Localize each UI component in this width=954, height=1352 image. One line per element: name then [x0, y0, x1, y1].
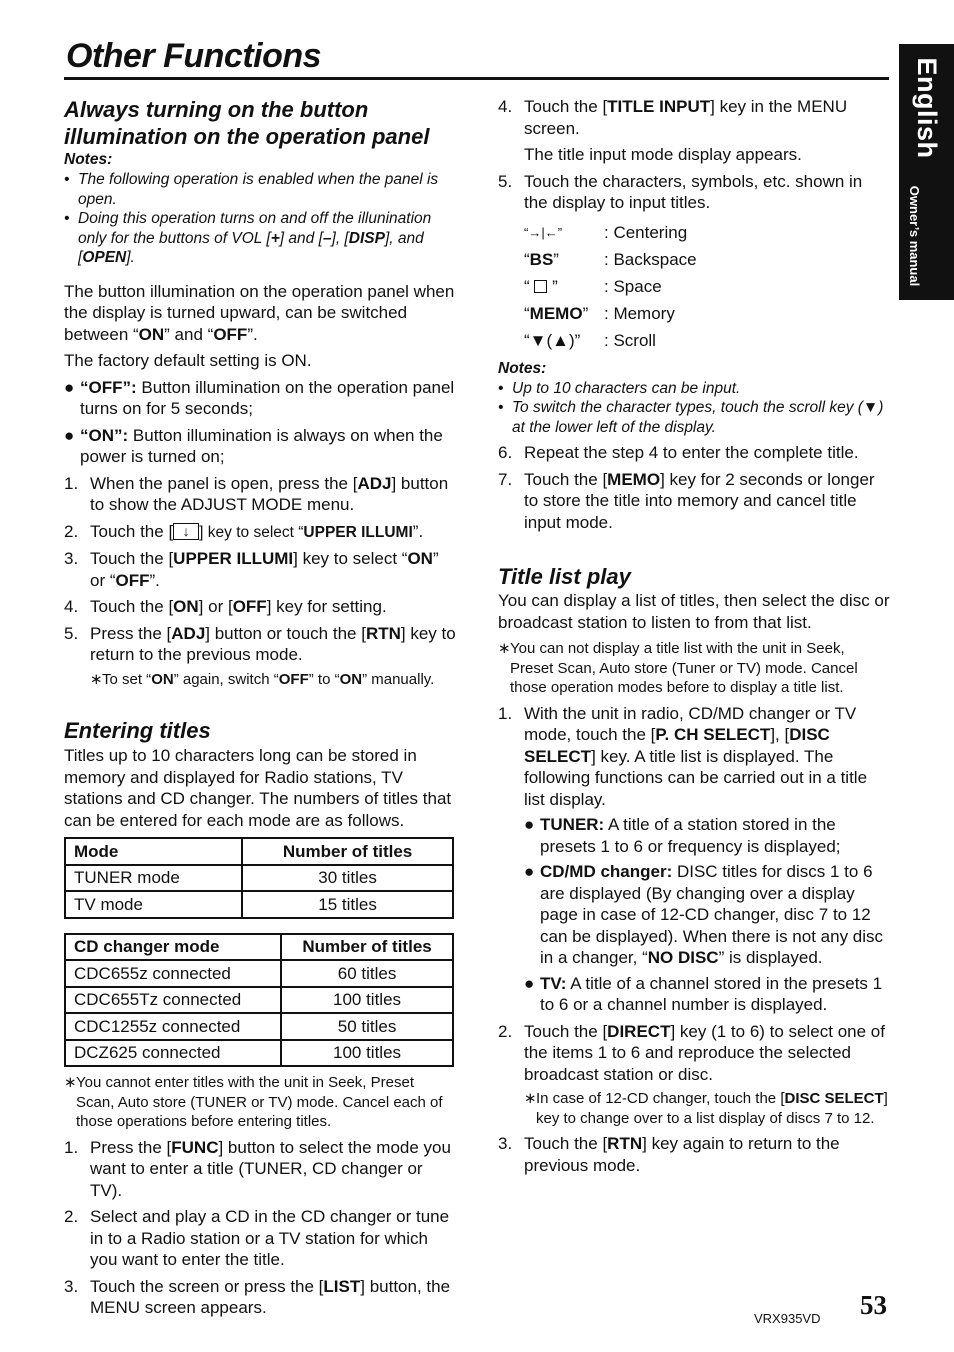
table-cell: 15 titles	[242, 891, 453, 918]
step-3: 3. Touch the [UPPER ILLUMI] key to select “ON” or “OFF”.	[64, 549, 439, 590]
bullet-off: ● “OFF”: Button illumination on the operation panel turns on for 5 seconds;	[64, 377, 455, 418]
step-2: 2. Select and play a CD in the CD changer or tune in to a Radio station or a TV station for which you want to enter the title.	[64, 1207, 450, 1269]
table-header-row	[65, 838, 453, 865]
centering-icon: “→|←”	[524, 225, 563, 241]
table-cell: CDC655z connected	[65, 960, 281, 987]
table-cell: CDC1255z connected	[65, 1013, 281, 1040]
step-1: 1. When the panel is open, press the [ADJ] button to show the ADJUST MODE menu.	[64, 473, 449, 514]
step-1: 1. With the unit in radio, CD/MD changer or TV mode, touch the [P. CH SELECT], [DISC SELECT] key. A title list is displayed. The following functions can be carried out in a title list display.	[498, 703, 868, 809]
cd-md-changer-function: ● CD/MD changer: DISC titles for discs 1 to 6 are displayed (By changing over a display page in case of 12-CD changer, disc 7 to 12 can be displayed). When there is not any disc in a changer, “NO DISC” is displayed.	[524, 862, 884, 967]
table-cell: DCZ625 connected	[65, 1040, 281, 1067]
section-title-entering-titles: Entering titles	[64, 718, 211, 743]
tv-function: ● TV: A title of a channel stored in the presets 1 to 6 or a channel number is displayed.	[524, 973, 883, 1014]
step-2: 2. Touch the [DIRECT] key (1 to 6) to select one of the items 1 to 6 and reproduce the selected broadcast station or disc.	[498, 1021, 885, 1084]
section-title-title-list-play: Title list play	[498, 564, 631, 589]
step-2: 2. Touch the [↓ ] key to select “UPPER ILLUMI”.	[64, 521, 456, 544]
table-cell: 30 titles	[242, 865, 453, 892]
step-3: 3. Touch the screen or press the [LIST] button, the MENU screen appears.	[64, 1276, 451, 1317]
step-5: 5. Press the [ADJ] button or touch the [RTN] key to return to the previous mode.	[64, 623, 456, 664]
step-note: ∗ To set “ON” again, switch “OFF” to “ON” manually.	[90, 670, 435, 688]
legend-row: “BS” : Backspace	[524, 250, 697, 270]
notes-heading: Notes:	[498, 359, 547, 377]
step-4: 4. Touch the [ON] or [OFF] key for setting.	[64, 597, 387, 616]
cd-changer-titles-table	[64, 933, 454, 1068]
tuner-function: ● TUNER: A title of a station stored in the presets 1 to 6 or frequency is displayed;	[524, 815, 841, 856]
language-tab-subtitle: Owner’s manual	[906, 185, 922, 287]
table-header: CD changer mode	[65, 934, 281, 961]
table-row	[65, 891, 453, 918]
mode-titles-table	[64, 837, 454, 919]
table-row	[65, 1013, 453, 1040]
down-key-icon	[173, 523, 199, 540]
step-5: 5. Touch the characters, symbols, etc. shown in the display to input titles.	[498, 171, 863, 212]
table-cell: 100 titles	[281, 1040, 453, 1067]
table-row	[65, 960, 453, 987]
table-cell: 50 titles	[281, 1013, 453, 1040]
paragraph: Titles up to 10 characters long can be stored in memory and displayed for Radio stations, TV stations and CD changer. The numbers of titles that can be entered for each mode are as follows.	[64, 746, 452, 830]
character-key-legend	[524, 220, 890, 355]
table-cell: TV mode	[65, 891, 242, 918]
paragraph: You can display a list of titles, then select the disc or broadcast station to listen to from that list.	[498, 591, 890, 632]
table-cell: TUNER mode	[65, 865, 242, 892]
legend-row: “→|←” : Centering	[524, 223, 688, 243]
step-4-result: The title input mode display appears.	[524, 145, 802, 164]
table-row	[65, 987, 453, 1014]
entering-titles-note: ∗ You cannot enter titles with the unit in Seek, Preset Scan, Auto store (TUNER or TV) mode. Cancel each of those operations before entering titles.	[64, 1074, 443, 1130]
paragraph: The factory default setting is ON.	[64, 351, 312, 370]
note-item: • The following operation is enabled when the panel is open.	[64, 171, 439, 208]
table-header: Number of titles	[281, 934, 453, 961]
step-3: 3. Touch the [RTN] key again to return to the previous mode.	[498, 1134, 840, 1175]
table-header-row	[65, 934, 453, 961]
step-note: ∗ In case of 12-CD changer, touch the [DISC SELECT] key to change over to a list display of discs 7 to 12.	[524, 1090, 888, 1127]
left-column	[64, 96, 456, 1319]
title-divider	[64, 77, 889, 80]
right-column	[498, 96, 890, 1176]
model-number: VRX935VD	[754, 1311, 821, 1326]
step-6: 6. Repeat the step 4 to enter the complete title.	[498, 443, 859, 462]
step-4: 4. Touch the [TITLE INPUT] key in the MENU screen.	[498, 97, 848, 138]
step-7: 7. Touch the [MEMO] key for 2 seconds or longer to store the title into memory and cancel title input mode.	[498, 469, 875, 532]
space-box-icon	[534, 280, 547, 293]
bullet-on: ● “ON”: Button illumination is always on when the power is turned on;	[64, 425, 443, 466]
table-row	[65, 1040, 453, 1067]
table-cell: CDC655Tz connected	[65, 987, 281, 1014]
table-row	[65, 865, 453, 892]
table-cell: 100 titles	[281, 987, 453, 1014]
step-1: 1. Press the [FUNC] button to select the mode you want to enter a title (TUNER, CD changer or TV).	[64, 1137, 451, 1200]
legend-row: “ ” : Space	[524, 277, 662, 297]
note-item: • To switch the character types, touch the scroll key (▼) at the lower left of the display.	[498, 399, 884, 436]
legend-row: “▼(▲)” : Scroll	[524, 331, 656, 351]
note-item: • Up to 10 characters can be input.	[498, 379, 741, 397]
table-cell: 60 titles	[281, 960, 453, 987]
note-item: • Doing this operation turns on and off the illunination only for the buttons of VOL [+] and [–], [DISP], and [OPEN].	[64, 210, 432, 266]
section-title-illumination: Always turning on the button illumination on the operation panel	[64, 97, 430, 149]
table-header: Number of titles	[242, 838, 453, 865]
legend-row: “MEMO” : Memory	[524, 304, 675, 324]
scroll-icon: “▼(▲)”	[524, 331, 581, 351]
page-title: Other Functions	[66, 37, 322, 75]
paragraph: The button illumination on the operation panel when the display is turned upward, can be switched between “ON” and “OFF”.	[64, 281, 455, 344]
table-header: Mode	[65, 838, 242, 865]
title-list-note: ∗ You can not display a title list with the unit in Seek, Preset Scan, Auto store (Tuner or TV) mode. Cancel those operation modes before to display a title list.	[498, 640, 858, 696]
page-number: 53	[860, 1290, 887, 1320]
notes-heading: Notes:	[64, 151, 113, 168]
language-tab-label: English	[911, 57, 942, 159]
